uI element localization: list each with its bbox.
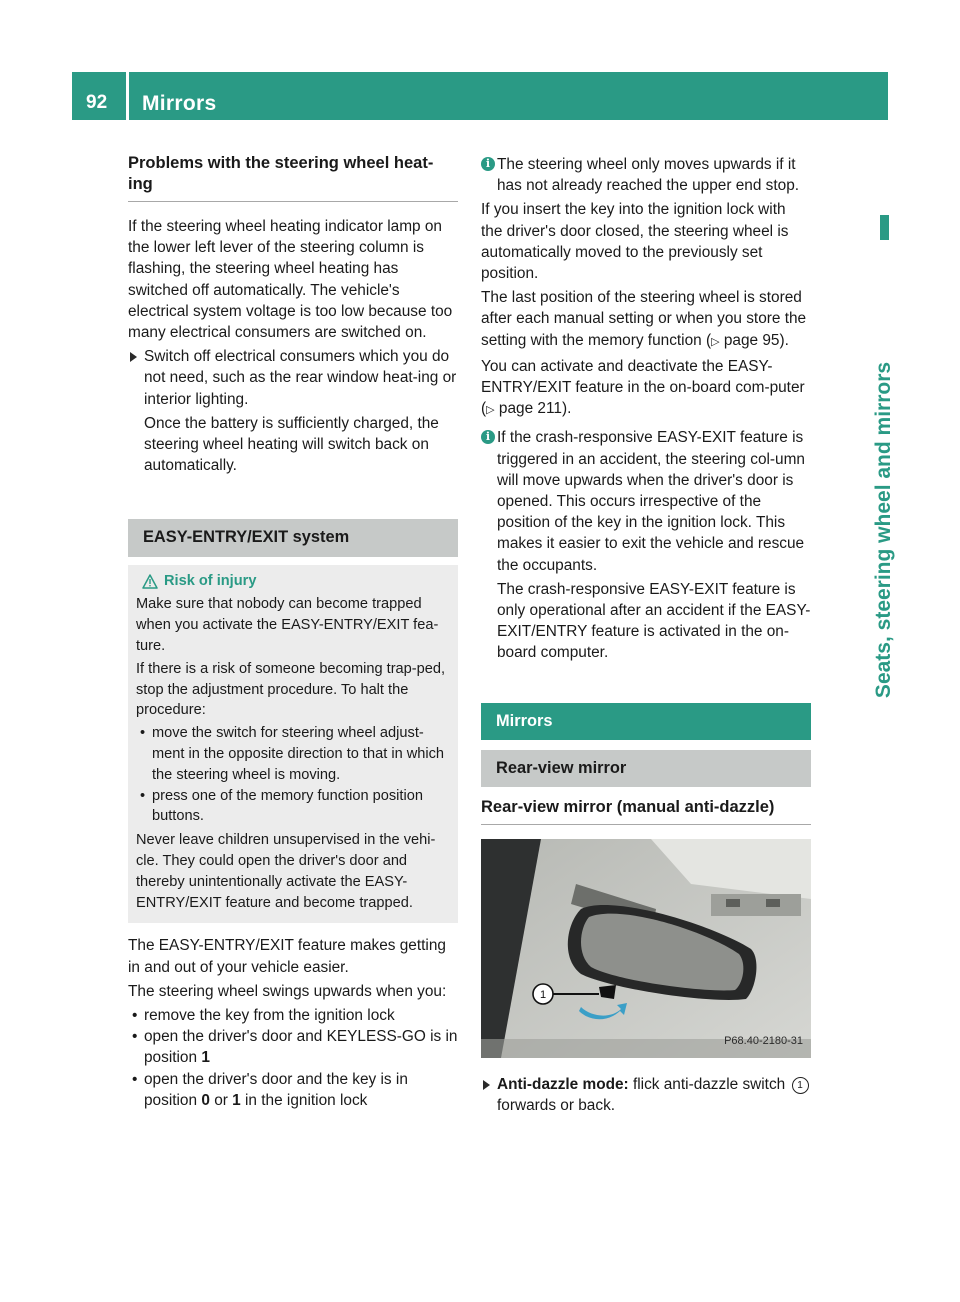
bullet-text: open the driver's door and KEYLESS-GO is in position (144, 1028, 458, 1067)
rear-view-mirror-illustration (481, 839, 811, 1058)
right-column (481, 154, 811, 1119)
page-ref-link[interactable]: page 211 (498, 400, 562, 418)
list-item (128, 1026, 458, 1068)
warning-p3: Never leave children unsupervised in the vehi-cle. They could open the driver's door and thereby unintentionally activate the EASY-ENTRY/EXIT feature and become trapped. (136, 832, 436, 911)
chapter-label: Seats, steering wheel and mirrors (872, 361, 895, 699)
bullet-icon: • (132, 1007, 138, 1024)
page-header (72, 72, 888, 120)
position-number: 1 (201, 1049, 210, 1067)
info-text: If the crash-responsive EASY-EXIT feature is triggered in an accident, the steering col-umn will move upwards when the driver's door is opened. This occurs irrespective of the position of the key in the ignition lock. This makes it easier to exit the vehicle and rescue the occupants. (497, 429, 805, 574)
bullet-text: move the switch for steering wheel adjust-ment in the opposite direction to that in which the steering wheel is moving. (152, 725, 445, 783)
bullet-icon: • (140, 725, 146, 742)
bullet-text: remove the key from the ignition lock (144, 1007, 395, 1024)
problems-heading: Problems with the steering wheel heat-ing (128, 153, 458, 202)
figure-callout-text: 1 (539, 989, 547, 1002)
warning-triangle-icon (142, 574, 158, 589)
list-item (128, 1005, 458, 1026)
page-number: 92 (86, 92, 108, 113)
info-icon: i (481, 157, 495, 171)
bullet-text: open the driver's door and the key is in position (144, 1070, 408, 1109)
info-note (481, 427, 811, 663)
activate-text: You can activate and deactivate the EASY-ENTRY/EXIT feature in the on-board com-puter (▷ page 211). (481, 357, 805, 418)
bullet-icon: • (132, 1028, 138, 1046)
insert-key-text: If you insert the key into the ignition lock with the driver's door closed, the steering wheel is automatically moved to the previously set position. (481, 201, 789, 283)
warning-title-text: Risk of injury (164, 572, 257, 589)
warning-title (136, 571, 450, 592)
page-ref-arrow-icon: ▷ (486, 404, 495, 417)
step-text: Switch off electrical consumers which you do not need, such as the rear window heat-ing or interior lighting. (144, 348, 457, 408)
bullet-text: or (214, 1091, 228, 1109)
warning-bullets (136, 723, 450, 827)
chapter-tab (880, 215, 889, 240)
page-ref-arrow-icon: ▷ (711, 335, 720, 348)
mirrors-heading: Mirrors (481, 703, 811, 740)
left-column (128, 153, 458, 1111)
list-item (128, 1069, 458, 1111)
mirror-figure (481, 839, 811, 1058)
step-text: Anti-dazzle mode: flick anti-dazzle switch 1 forwards or back. (497, 1074, 811, 1116)
warning-box (128, 565, 458, 924)
position-number: 1 (232, 1091, 241, 1109)
last-position-text: The last position of the steering wheel is stored after each manual setting or when you store the setting with the memory function (▷ page 95). (481, 289, 807, 349)
problems-text: If the steering wheel heating indicator lamp on the lower left lever of the steering column is flashing, the steering wheel heating has switched off automatically. The vehicle's electrical system voltage is too low because too many electrical consumers are switched on. (128, 218, 453, 342)
list-item (136, 786, 450, 828)
header-divider (126, 72, 129, 120)
info-text: The crash-responsive EASY-EXIT feature is only operational after an accident if the EASY-EXIT/ENTRY feature is activated in the on-board computer. (497, 580, 811, 662)
figure-code: P68.40-2180-31 (724, 1034, 803, 1047)
makes-easier-text: The EASY-ENTRY/EXIT feature makes getting in and out of your vehicle easier. (128, 937, 446, 976)
step-switch-off (128, 346, 458, 476)
warning-p1: Make sure that nobody can become trapped when you activate the EASY-ENTRY/EXIT fea-ture. (136, 596, 439, 655)
step-result: Once the battery is sufficiently charged, the steering wheel heating will switch back on automatically. (144, 414, 439, 475)
info-text: The steering wheel only moves upwards if it has not already reached the upper end stop. (497, 156, 800, 195)
bullet-text: in the ignition lock (245, 1091, 368, 1109)
warning-p2: If there is a risk of someone becoming trap-ped, stop the adjustment procedure. To halt the procedure: (136, 660, 446, 719)
list-item (136, 723, 450, 785)
easy-entry-heading: EASY-ENTRY/EXIT system (128, 519, 458, 556)
info-icon: i (481, 430, 495, 444)
bullet-icon: • (132, 1070, 138, 1088)
bullet-text: press one of the memory function position buttons. (152, 787, 423, 825)
rearview-heading: Rear-view mirror (481, 750, 811, 787)
swings-intro: The steering wheel swings upwards when you: (128, 982, 447, 1000)
bullet-icon: • (140, 787, 146, 804)
page-ref-link[interactable]: page 95 (723, 331, 780, 349)
info-note (481, 154, 811, 196)
rearview-subheading: Rear-view mirror (manual anti-dazzle) (481, 797, 811, 825)
step-anti-dazzle (481, 1074, 811, 1116)
position-number: 0 (201, 1091, 210, 1109)
callout-1-icon: 1 (792, 1077, 809, 1094)
section-title: Mirrors (142, 92, 217, 115)
